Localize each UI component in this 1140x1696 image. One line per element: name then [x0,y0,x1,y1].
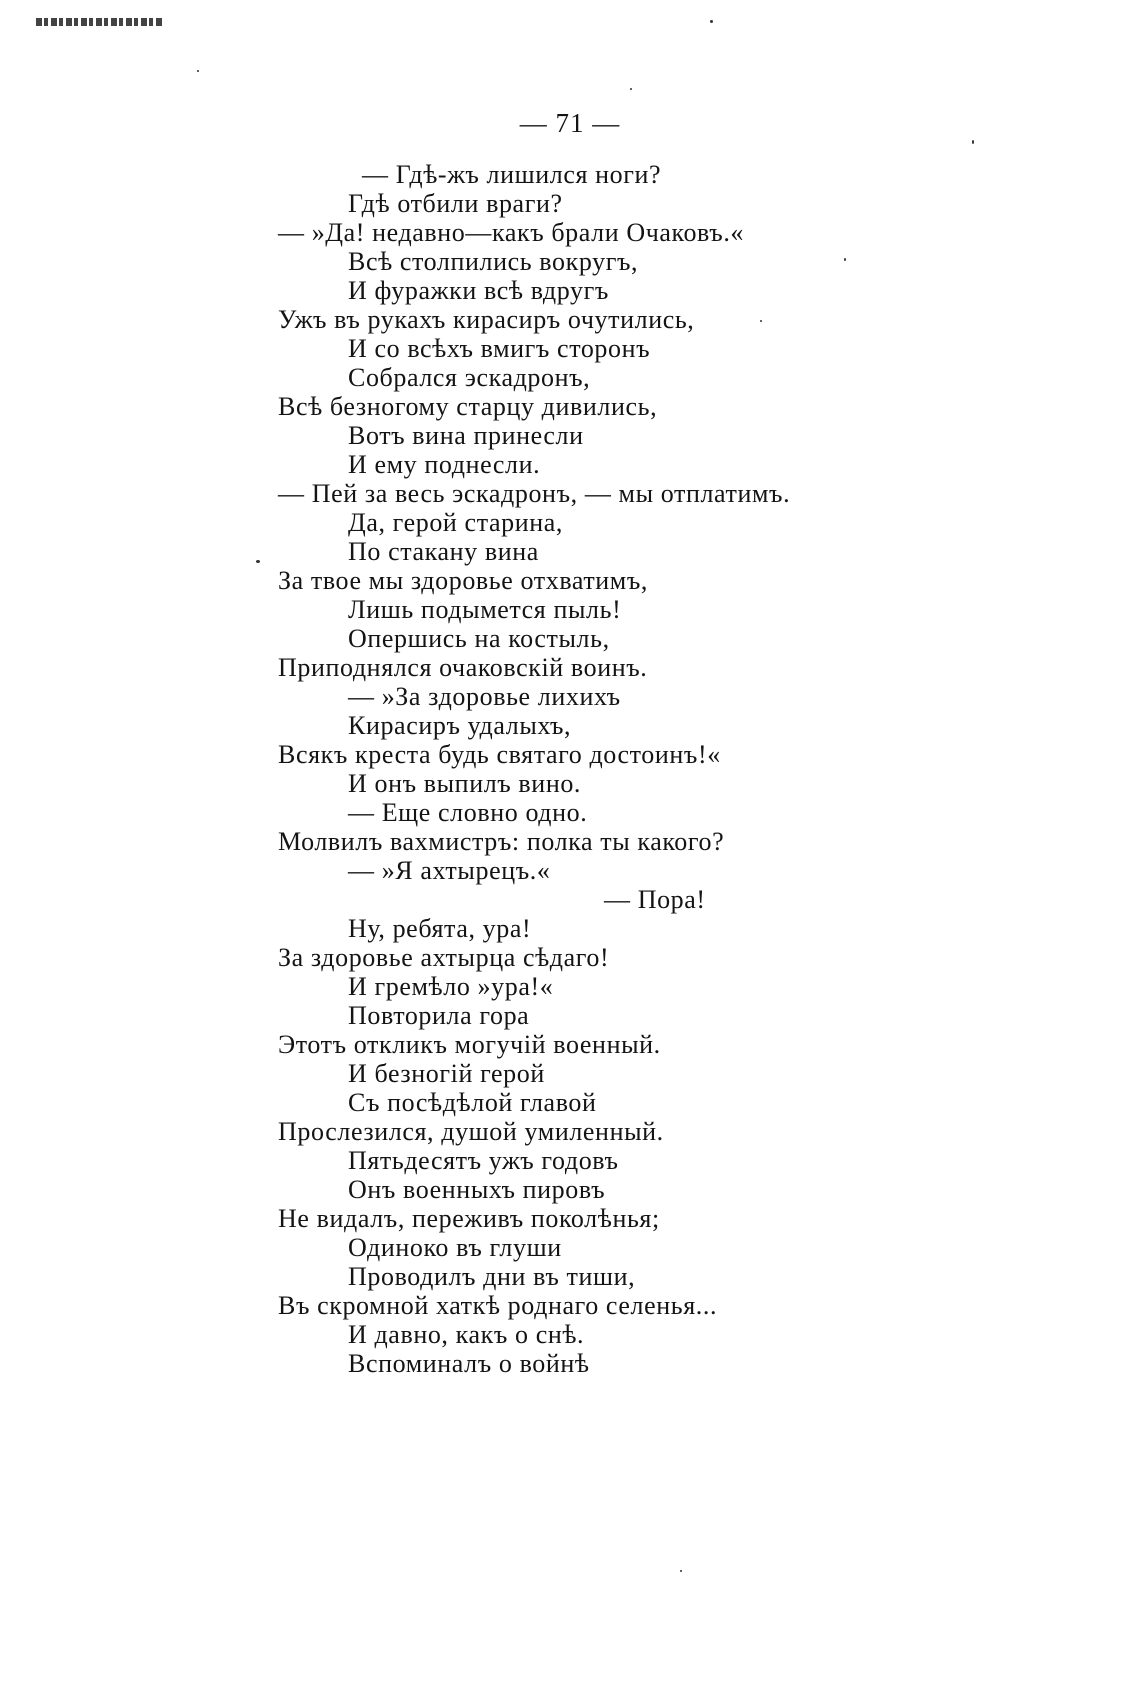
verse-line: Въ скромной хаткѣ роднаго селенья... [278,1291,718,1320]
verse-line: Всякъ креста будь святаго достоинъ!« [278,740,721,769]
verse-line: Гдѣ отбили враги? [348,189,563,218]
verse-line: Лишь подымется пыль! [348,595,622,624]
verse-line: Прослезился, душой умиленный. [278,1117,664,1146]
verse-line: И со всѣхъ вмигъ сторонъ [348,334,651,363]
verse-line: И ему поднесли. [348,450,541,479]
verse-line: И онъ выпилъ вино. [348,769,582,798]
verse-line: Съ посѣдѣлой главой [348,1088,597,1117]
verse-line: За здоровье ахтырца сѣдаго! [278,943,610,972]
scan-speck [710,20,713,23]
verse-line: Не видалъ, переживъ поколѣнья; [278,1204,660,1233]
scan-speck [760,320,762,322]
verse-line: И фуражки всѣ вдругъ [348,276,609,305]
verse-line: По стакану вина [348,537,539,566]
verse-line: — Пей за весь эскадронъ, — мы отплатимъ. [278,479,791,508]
scan-speck [630,88,632,90]
verse-line: Вспоминалъ о войнѣ [348,1349,590,1378]
verse-line: Всѣ столпились вокругъ, [348,247,639,276]
verse-line: Повторила гора [348,1001,530,1030]
verse-line: Молвилъ вахмистръ: полка ты какого? [278,827,725,856]
verse-line: Приподнялся очаковскій воинъ. [278,653,648,682]
verse-line: Собрался эскадронъ, [348,363,591,392]
verse-line: — »За здоровье лихихъ [348,682,621,711]
verse-line: Кирасиръ удалыхъ, [348,711,572,740]
verse-line: Опершись на костыль, [348,624,610,653]
verse-line: — »Да! недавно—какъ брали Очаковъ.« [278,218,745,247]
verse-line: За твое мы здоровье отхватимъ, [278,566,649,595]
scan-speck [256,560,260,563]
verse-line: — Пора! [604,885,706,914]
verse-line: И безногій герой [348,1059,545,1088]
verse-line: Ужъ въ рукахъ кирасиръ очутились, [278,305,695,334]
verse-line: Да, герой старина, [348,508,563,537]
verse-line: — »Я ахтырецъ.« [348,856,551,885]
verse-line: — Еще словно одно. [348,798,588,827]
page-number: — 71 — [519,108,621,138]
verse-line: И давно, какъ о снѣ. [348,1320,585,1349]
scan-artifact [36,18,164,26]
verse-line: Всѣ безногому старцу дивились, [278,392,658,421]
verse-line: Онъ военныхъ пировъ [348,1175,606,1204]
scan-speck [972,140,974,144]
verse-line: Проводилъ дни въ тиши, [348,1262,636,1291]
verse-line: Вотъ вина принесли [348,421,584,450]
scan-speck [680,1570,682,1572]
verse-line: И гремѣло »ура!« [348,972,554,1001]
verse-line: — Гдѣ-жъ лишился ноги? [362,160,662,189]
verse-line: Одиноко въ глуши [348,1233,562,1262]
scan-speck [844,258,846,261]
scan-speck [197,70,199,72]
verse-line: Пятьдесятъ ужъ годовъ [348,1146,619,1175]
verse-line: Этотъ откликъ могучій военный. [278,1030,661,1059]
verse-line: Ну, ребята, ура! [348,914,532,943]
